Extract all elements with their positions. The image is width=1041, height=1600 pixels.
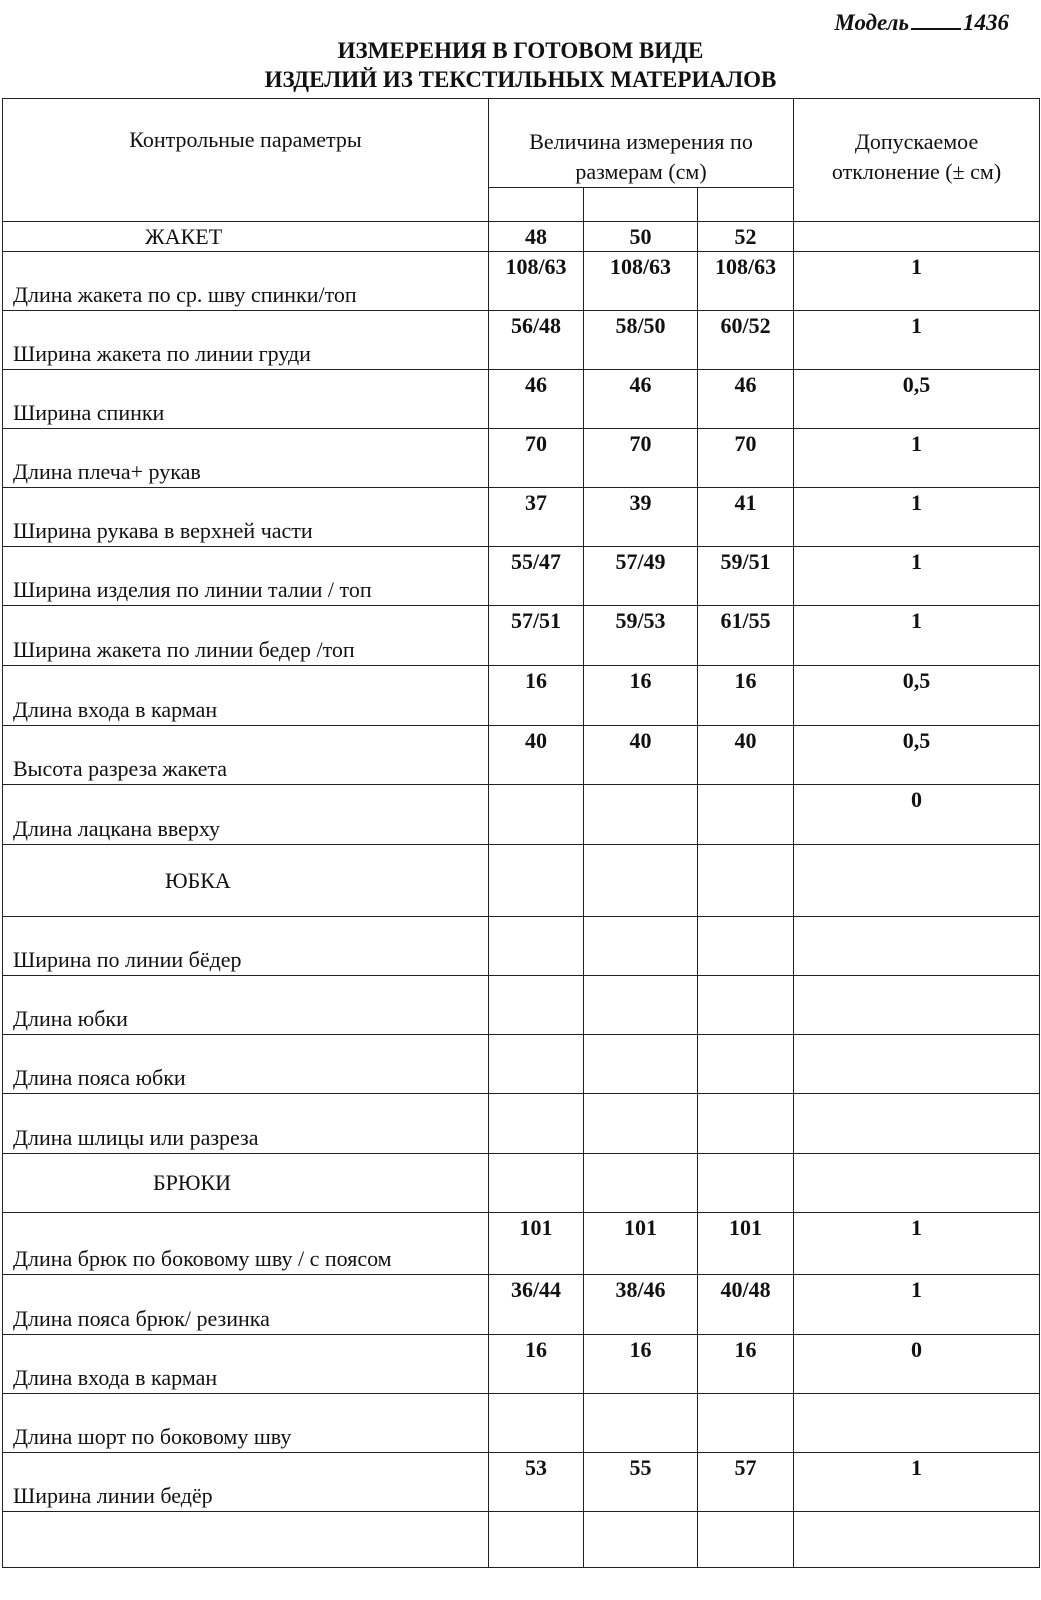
- table-row: [3, 252, 1040, 311]
- size-value: [489, 1394, 584, 1453]
- size-value: 70: [489, 429, 584, 488]
- header-tolerance-line-1: Допускаемое: [854, 129, 979, 154]
- table-row: [3, 666, 1040, 726]
- measurements-table: [2, 98, 1040, 1568]
- model-underline: [911, 28, 961, 30]
- size-value: 53: [489, 1453, 584, 1512]
- tolerance-value: 1: [794, 1453, 1040, 1512]
- table-row: [3, 1453, 1040, 1512]
- tolerance-value: [794, 976, 1040, 1035]
- header-blank-cell: [584, 188, 698, 222]
- parameter-name: Длина лацкана вверху: [3, 785, 489, 845]
- section-row-trousers: [3, 1154, 1040, 1213]
- size-value: 108/63: [584, 252, 698, 311]
- tolerance-value: 0: [794, 1335, 1040, 1394]
- parameter-name: Длина шлицы или разреза: [3, 1094, 489, 1154]
- tolerance-value: 1: [794, 252, 1040, 311]
- empty-cell: [794, 1154, 1040, 1213]
- size-value: 16: [489, 666, 584, 726]
- empty-cell: [489, 1154, 584, 1213]
- tolerance-value: 1: [794, 1213, 1040, 1275]
- parameter-name: Длина жакета по ср. шву спинки/топ: [3, 252, 489, 311]
- parameter-name: Ширина жакета по линии бедер /топ: [3, 606, 489, 666]
- size-value: 70: [584, 429, 698, 488]
- table-row: [3, 606, 1040, 666]
- table-row: [3, 917, 1040, 976]
- size-value: [698, 785, 794, 845]
- size-value: 39: [584, 488, 698, 547]
- size-value: 46: [489, 370, 584, 429]
- size-value: 46: [584, 370, 698, 429]
- document-title-line-2: ИЗДЕЛИЙ ИЗ ТЕКСТИЛЬНЫХ МАТЕРИАЛОВ: [264, 67, 777, 92]
- size-value: 38/46: [584, 1275, 698, 1335]
- size-value: 108/63: [698, 252, 794, 311]
- document-title-line-1: ИЗМЕРЕНИЯ В ГОТОВОМ ВИДЕ: [337, 38, 704, 63]
- size-value: [584, 917, 698, 976]
- size-value: 57: [698, 1453, 794, 1512]
- tolerance-value: [794, 1394, 1040, 1453]
- size-value: 57/51: [489, 606, 584, 666]
- tolerance-value: [794, 917, 1040, 976]
- size-value: 55: [584, 1453, 698, 1512]
- size-value: 56/48: [489, 311, 584, 370]
- empty-cell: [584, 1512, 698, 1568]
- size-value: 70: [698, 429, 794, 488]
- parameter-name: Длина пояса юбки: [3, 1035, 489, 1094]
- size-value: [698, 917, 794, 976]
- empty-cell: [584, 1154, 698, 1213]
- size-50: 50: [584, 222, 698, 252]
- empty-cell: [698, 1154, 794, 1213]
- size-value: 108/63: [489, 252, 584, 311]
- table-row: [3, 1394, 1040, 1453]
- size-48: 48: [489, 222, 584, 252]
- parameter-name: Ширина линии бедёр: [3, 1453, 489, 1512]
- model-number: 1436: [963, 10, 1009, 35]
- table-row: [3, 785, 1040, 845]
- size-value: [489, 976, 584, 1035]
- table-row: [3, 1094, 1040, 1154]
- model-number-line: [834, 10, 1009, 36]
- jacket-rows: [3, 252, 1040, 845]
- size-value: 16: [584, 1335, 698, 1394]
- size-value: [489, 1094, 584, 1154]
- skirt-rows: [3, 917, 1040, 1154]
- size-value: [584, 976, 698, 1035]
- table-final-empty-row: [3, 1512, 1040, 1568]
- empty-cell: [489, 845, 584, 917]
- table-row: [3, 311, 1040, 370]
- size-value: 101: [584, 1213, 698, 1275]
- tolerance-value: 1: [794, 429, 1040, 488]
- parameter-name: Ширина спинки: [3, 370, 489, 429]
- model-label: Модель: [834, 10, 909, 35]
- size-value: [584, 1094, 698, 1154]
- tolerance-value: [794, 1094, 1040, 1154]
- size-value: [489, 917, 584, 976]
- table-header-row: [3, 99, 1040, 188]
- table-row: [3, 976, 1040, 1035]
- size-value: [584, 785, 698, 845]
- table-row: [3, 370, 1040, 429]
- section-label-skirt: ЮБКА: [3, 845, 489, 917]
- header-blank-cell: [698, 188, 794, 222]
- size-value: 59/53: [584, 606, 698, 666]
- size-value: 59/51: [698, 547, 794, 606]
- size-value: [489, 1035, 584, 1094]
- parameter-name: Ширина изделия по линии талии / топ: [3, 547, 489, 606]
- parameter-name: Длина юбки: [3, 976, 489, 1035]
- parameter-name: Длина брюк по боковому шву / с поясом: [3, 1213, 489, 1275]
- size-value: 55/47: [489, 547, 584, 606]
- size-value: 16: [584, 666, 698, 726]
- parameter-name: Длина шорт по боковому шву: [3, 1394, 489, 1453]
- size-value: 57/49: [584, 547, 698, 606]
- parameter-name: Длина входа в карман: [3, 666, 489, 726]
- section-row-jacket: [3, 222, 1040, 252]
- size-value: [584, 1035, 698, 1094]
- parameter-name: Высота разреза жакета: [3, 726, 489, 785]
- empty-cell: [698, 845, 794, 917]
- table-row: [3, 726, 1040, 785]
- header-control-parameters: Контрольные параметры: [3, 99, 489, 222]
- parameter-name: Длина пояса брюк/ резинка: [3, 1275, 489, 1335]
- parameter-name: Длина входа в карман: [3, 1335, 489, 1394]
- size-value: 41: [698, 488, 794, 547]
- header-size-measurement: [489, 99, 794, 188]
- size-value: 16: [698, 666, 794, 726]
- trousers-rows: [3, 1213, 1040, 1512]
- size-value: 101: [698, 1213, 794, 1275]
- size-value: [698, 976, 794, 1035]
- header-tolerance-line-2: отклонение (± см): [831, 159, 1002, 184]
- size-value: [584, 1394, 698, 1453]
- empty-cell: [698, 1512, 794, 1568]
- header-size-line-2: размерам (см): [575, 159, 707, 184]
- table-row: [3, 429, 1040, 488]
- size-value: [489, 785, 584, 845]
- tolerance-blank-cell: [794, 222, 1040, 252]
- empty-cell: [794, 1512, 1040, 1568]
- table-row: [3, 1035, 1040, 1094]
- empty-cell: [794, 845, 1040, 917]
- header-size-line-1: Величина измерения по: [529, 129, 753, 154]
- tolerance-value: 0,5: [794, 666, 1040, 726]
- tolerance-value: 0,5: [794, 370, 1040, 429]
- size-value: [698, 1035, 794, 1094]
- size-value: 36/44: [489, 1275, 584, 1335]
- size-value: [698, 1094, 794, 1154]
- tolerance-value: 1: [794, 547, 1040, 606]
- size-value: 61/55: [698, 606, 794, 666]
- section-label-jacket: ЖАКЕТ: [3, 222, 489, 252]
- table-row: [3, 1335, 1040, 1394]
- parameter-name: Ширина по линии бёдер: [3, 917, 489, 976]
- size-52: 52: [698, 222, 794, 252]
- section-label-trousers: БРЮКИ: [3, 1154, 489, 1213]
- tolerance-value: 1: [794, 488, 1040, 547]
- parameter-name: Ширина жакета по линии груди: [3, 311, 489, 370]
- size-value: [698, 1394, 794, 1453]
- tolerance-value: 1: [794, 1275, 1040, 1335]
- tolerance-value: 1: [794, 311, 1040, 370]
- size-value: 16: [698, 1335, 794, 1394]
- empty-cell: [489, 1512, 584, 1568]
- table-row: [3, 488, 1040, 547]
- tolerance-value: 1: [794, 606, 1040, 666]
- tolerance-value: 0,5: [794, 726, 1040, 785]
- header-blank-cell: [489, 188, 584, 222]
- empty-cell: [3, 1512, 489, 1568]
- size-value: 37: [489, 488, 584, 547]
- size-value: 46: [698, 370, 794, 429]
- size-value: 40: [698, 726, 794, 785]
- header-tolerance: [794, 99, 1040, 222]
- table-row: [3, 1275, 1040, 1335]
- tolerance-value: 0: [794, 785, 1040, 845]
- size-value: 60/52: [698, 311, 794, 370]
- table-row: [3, 547, 1040, 606]
- size-value: 40: [584, 726, 698, 785]
- size-value: 40/48: [698, 1275, 794, 1335]
- size-value: 101: [489, 1213, 584, 1275]
- parameter-name: Ширина рукава в верхней части: [3, 488, 489, 547]
- empty-cell: [584, 845, 698, 917]
- tolerance-value: [794, 1035, 1040, 1094]
- table-row: [3, 1213, 1040, 1275]
- size-value: 16: [489, 1335, 584, 1394]
- size-value: 58/50: [584, 311, 698, 370]
- size-value: 40: [489, 726, 584, 785]
- parameter-name: Длина плеча+ рукав: [3, 429, 489, 488]
- section-row-skirt: [3, 845, 1040, 917]
